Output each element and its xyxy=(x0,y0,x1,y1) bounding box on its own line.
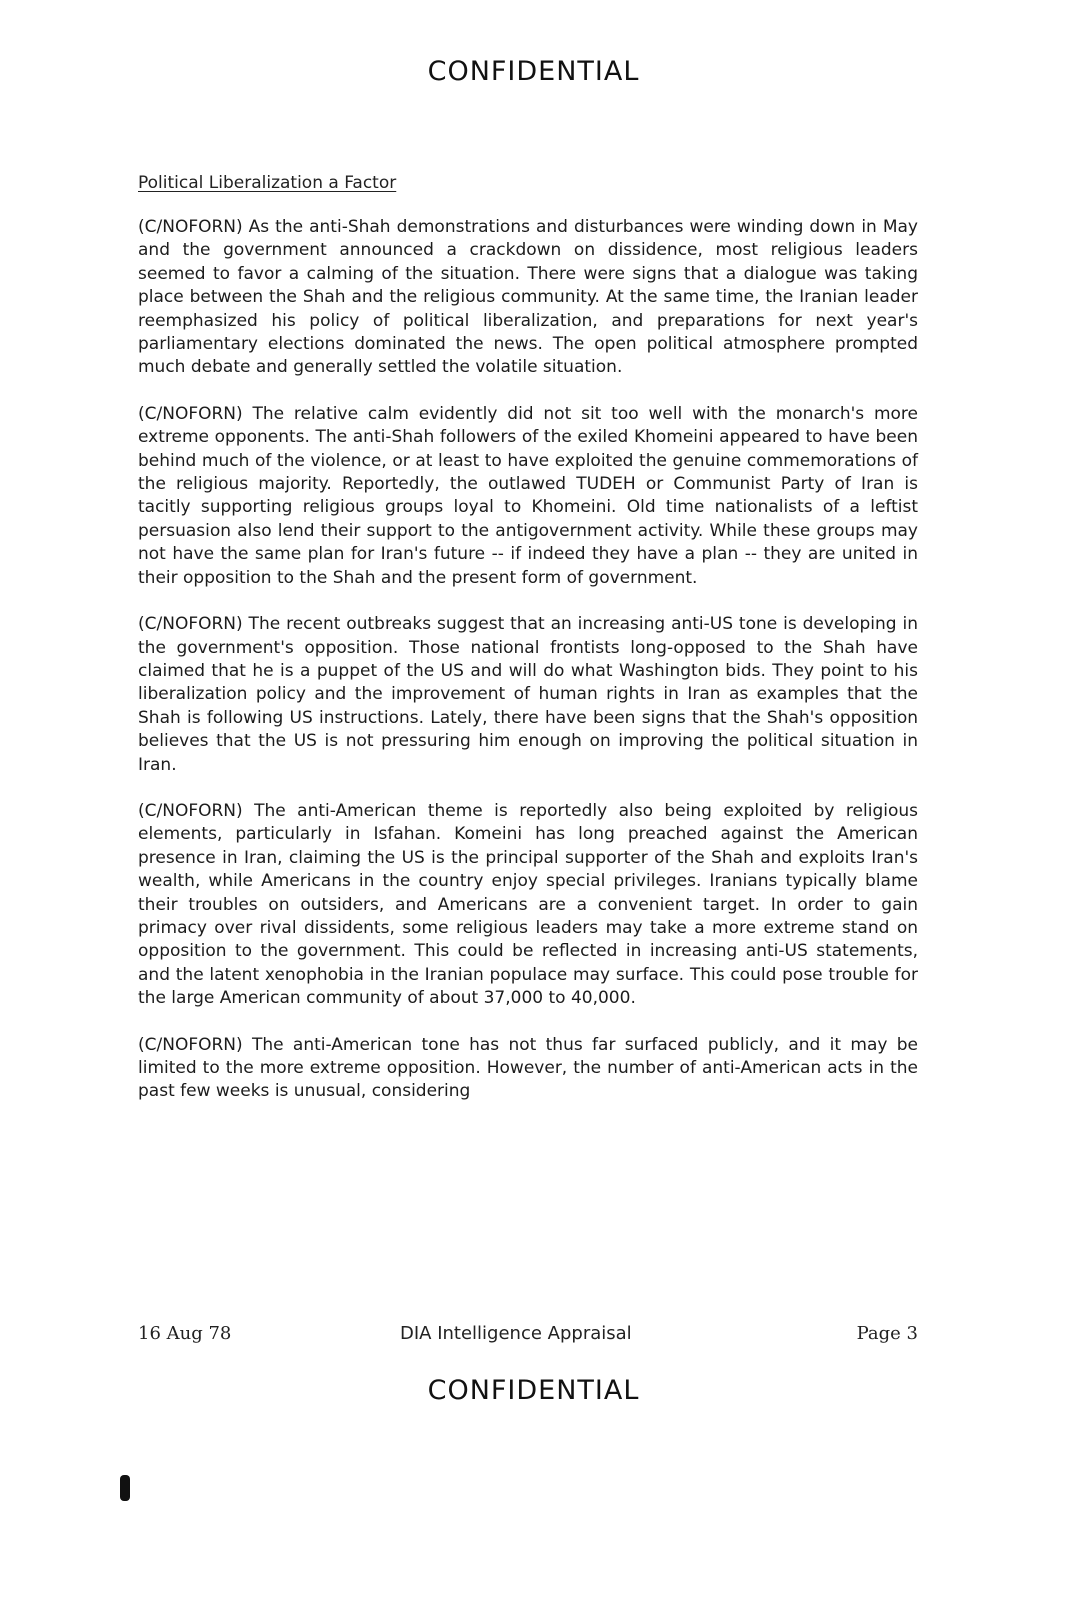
classification-footer: CONFIDENTIAL xyxy=(427,1375,640,1406)
footer-date: 16 Aug 78 xyxy=(138,1323,232,1344)
paragraph-2: (C/NOFORN) The relative calm evidently did not sit too well with the monarch's more extreme opponents. The anti-Shah followers of the exiled Khomeini appeared to have been behind much of the violence, or at least to have exploited the genuine commemorations of the religious majority. Reportedly, the outlawed TUDEH or Communist Party of Iran is tacitly supporting religious groups loyal to Khomeini. Old time nationalists of a leftist persuasion also lend their support to the antigovernment activity. While these groups may not have the same plan for Iran's future -- if indeed they have a plan -- they are united in their opposition to the Shah and the present form of government. xyxy=(138,403,918,588)
paragraph-5: (C/NOFORN) The anti-American tone has not thus far surfaced publicly, and it may be limited to the more extreme opposition. However, the number of anti-American acts in the past few weeks is unusual, considering xyxy=(138,1034,918,1102)
paragraph-1: (C/NOFORN) As the anti-Shah demonstrations and disturbances were winding down in May and the government announced a crackdown on dissidence, most religious leaders seemed to favor a calming of the situation. There were signs that a dialogue was taking place between the Shah and the religious community. At the same time, the Iranian leader reemphasized his policy of political liberalization, and preparations for next year's parliamentary elections dominated the news. The open political atmosphere prompted much debate and generally settled the volatile situation. xyxy=(138,217,918,378)
footer-page-number: Page 3 xyxy=(856,1323,918,1344)
paragraph-4: (C/NOFORN) The anti-American theme is reportedly also being exploited by religious elements, particularly in Isfahan. Komeini has long preached against the American presence in Iran, claiming the US is the principal supporter of the Shah and exploits Iran's wealth, while Americans in the country enjoy special privileges. Iranians typically blame their troubles on outsiders, and Americans are a convenient target. In order to gain primacy over rival dissidents, some religious leaders may take a more extreme stand on opposition to the government. This could be reflected in increasing anti-US statements, and the latent xenophobia in the Iranian populace may surface. This could pose trouble for the large American community of about 37,000 to 40,000. xyxy=(138,800,918,1009)
page-footer xyxy=(138,1323,918,1347)
paragraph-3: (C/NOFORN) The recent outbreaks suggest that an increasing anti-US tone is developing in the government's opposition. Those national frontists long-opposed to the Shah have claimed that he is a puppet of the US and will do what Washington bids. They point to his liberalization policy and the improvement of human rights in Iran as examples that the Shah is following US instructions. Lately, there have been signs that the Shah's opposition believes that the US is not pressuring him enough on improving the political situation in Iran. xyxy=(138,614,918,775)
section-heading: Political Liberalization a Factor xyxy=(138,173,397,193)
footer-publication: DIA Intelligence Appraisal xyxy=(400,1323,632,1344)
document-body xyxy=(138,216,918,1127)
margin-mark xyxy=(120,1475,130,1501)
classification-header: CONFIDENTIAL xyxy=(427,56,640,87)
